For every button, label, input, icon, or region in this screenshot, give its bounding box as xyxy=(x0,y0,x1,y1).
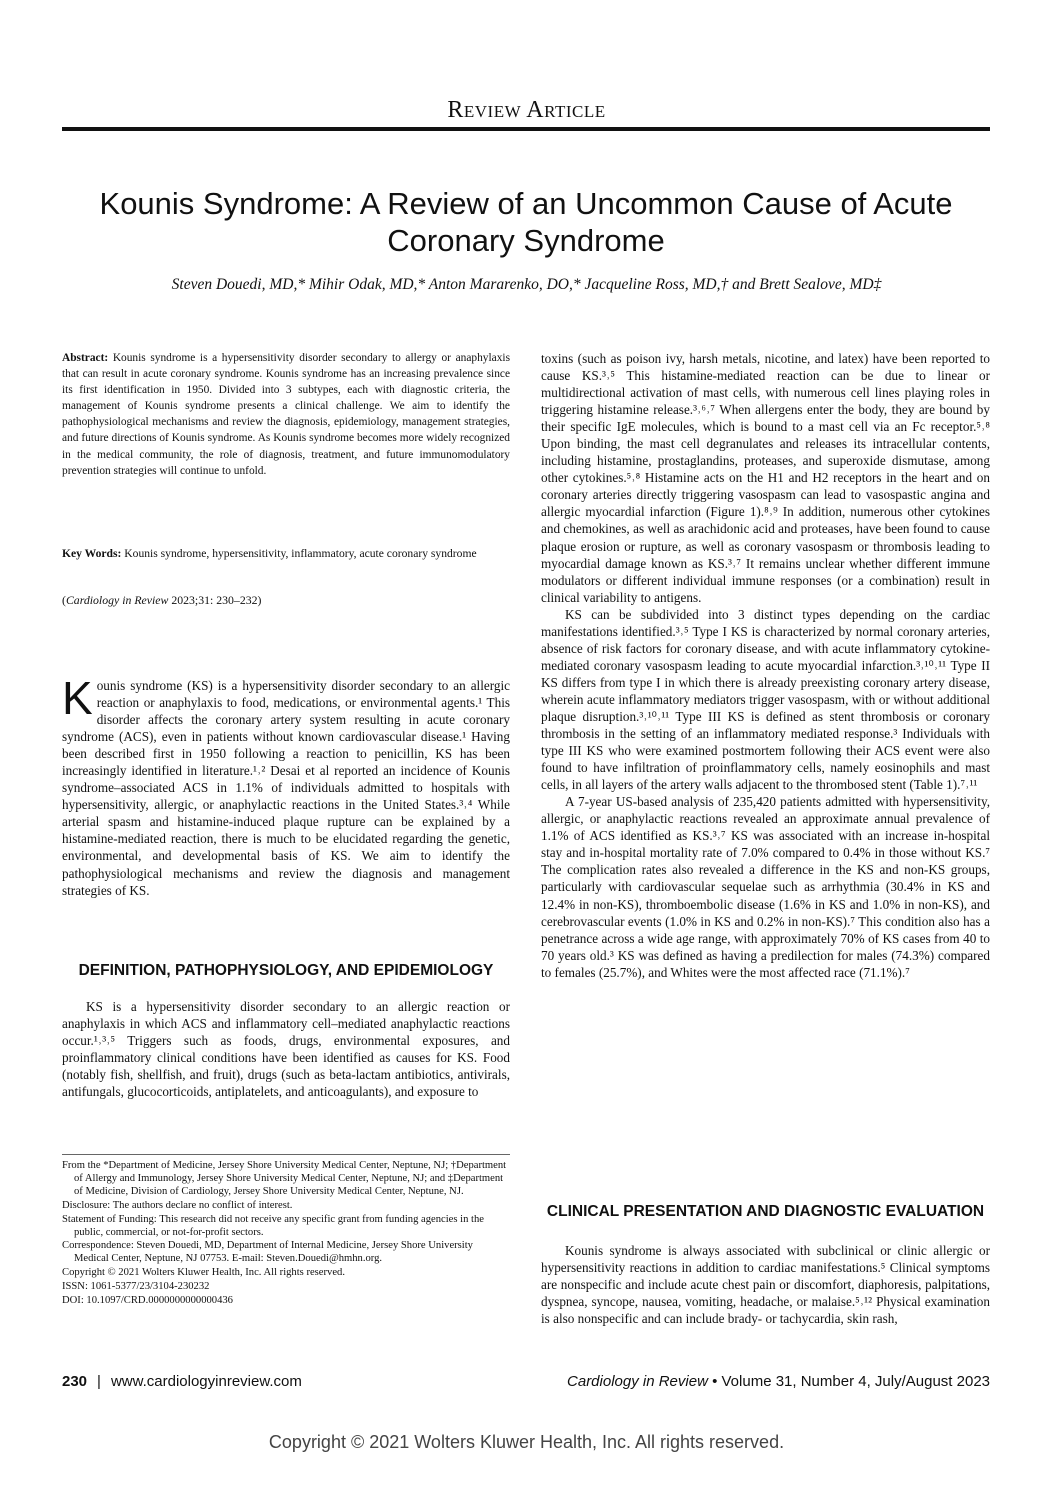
intro-text: ounis syndrome (KS) is a hypersensitivity disorder secondary to an allergic reaction or anaphylaxis to food, medications, or environmental agents.¹ This disorder affects the coronary artery system resulting in acute coronary syndrome (ACS), even in patients without known cardiovascular disease.¹ Having been described first in 1950 following a reaction to penicillin, KS has been increasingly identified in literature.¹˒² Desai et al reported an incidence of Kounis syndrome–associated ACS in 1.1% of individuals admitted to hospitals with hypersensitivity, allergic, or anaphylactic reactions in the United States.³˒⁴ While arterial spasm and histamine-induced plaque rupture can be explained by a histamine-mediated reaction, there is much to be elucidated regarding the genetic, environmental, and developmental basis of KS. We aim to identify the pathophysiological mechanisms and review the diagnosis and management strategies of KS. xyxy=(62,678,510,898)
footer-journal: Cardiology in Review xyxy=(567,1373,708,1390)
footnote-copyright: Copyright © 2021 Wolters Kluwer Health, Inc. All rights reserved. xyxy=(62,1267,345,1279)
footnote-funding: Statement of Funding: This research did not receive any specific grant from funding agencies in the public, commercial, or not-for-profit sectors. xyxy=(62,1213,484,1238)
clinical-paragraph: Kounis syndrome is always associated with subclinical or clinic allergic or hypersensitivity reactions in addition to cardiac manifestations.⁵ Clinical symptoms are nonspecific and include acute chest pain or discomfort, diaphoresis, palpitations, dyspnea, syncope, nausea, vomiting, headache, or malaise.⁵˒¹² Physical examination is also nonspecific and can include brady- or tachycardia, skin rash, xyxy=(541,1243,990,1327)
heading-clinical: CLINICAL PRESENTATION AND DIAGNOSTIC EVALUATION xyxy=(546,1203,985,1220)
keywords-label: Key Words: xyxy=(62,547,122,560)
footer-issue: • Volume 31, Number 4, July/August 2023 xyxy=(707,1373,990,1390)
drop-cap: K xyxy=(62,672,93,724)
introduction xyxy=(62,672,510,899)
section-label: Review Article xyxy=(447,97,606,123)
abstract-text: Kounis syndrome is a hypersensitivity disorder secondary to allergy or anaphylaxis that can result in acute coronary syndrome. Kounis syndrome has an increasing prevalence since its first identification in 1950. Divided into 3 subtypes, each with diagnostic criteria, the management of Kounis syndrome presents a clinical challenge. We aim to identify the pathophysiological mechanisms and review the diagnosis, epidemiology, management strategies, and future directions of Kounis syndrome. As Kounis syndrome becomes more widely recognized in the medical community, the role of diagnosis, treatment, and future immunomodulatory prevention strategies will continue to unfold. xyxy=(62,352,510,477)
footnote-disclosure: Disclosure: The authors declare no conflict of interest. xyxy=(62,1199,293,1211)
clinical-section xyxy=(541,1242,990,1327)
page-footer-right xyxy=(520,1373,990,1390)
page-footer-left xyxy=(62,1373,302,1390)
keywords xyxy=(62,546,510,562)
footnote-issn: ISSN: 1061-5377/23/3104-230232 xyxy=(62,1281,210,1293)
footnote-doi: DOI: 10.1097/CRD.0000000000000436 xyxy=(62,1295,233,1307)
paragraph-epidemiology: A 7-year US-based analysis of 235,420 patients admitted with hypersensitivity, allergic, or anaphylactic reactions revealed an approximate annual prevalence of 1.1% of ACS identified as KS.³˒⁷ KS was associated with an increase in-hospital stay and in-hospital mortality rate of 7.0% compared to 0.4% in those without KS.⁷ The complication rates also revealed a difference in the KS and non-KS groups, particularly with cardiovascular sequelae such as arrhythmia (30.4% in KS and 12.4% in non-KS), thromboembolic disease (1.6% in KS and 1.0% in non-KS), and cerebrovascular events (1.0% in KS and 0.2% in non-KS).⁷ This condition also has a penetrance across a wide age range, with approximately 70% of KS cases from 40 to 70 years old.³ KS was defined as having a predilection for males (74.3%) compared to females (25.7%), and Whites were the most affected race (71.1%).⁷ xyxy=(541,794,990,980)
article-title: Kounis Syndrome: A Review of an Uncommon Cause of Acute Coronary Syndrome xyxy=(99,186,953,258)
page-number: 230 xyxy=(62,1373,88,1390)
footer-separator: | xyxy=(97,1373,101,1390)
keywords-text: Kounis syndrome, hypersensitivity, inflammatory, acute coronary syndrome xyxy=(121,547,477,560)
paragraph-pathophysiology: toxins (such as poison ivy, harsh metals, nicotine, and latex) have been reported to cause KS.³˒⁵ This histamine-mediated reaction can be due to linear or multidirectional activation of mast cells, with numerous cell lines playing roles in triggering histamine release.³˒⁶˒⁷ When allergens enter the body, they are bound by their specific IgE molecules, which is bound to a mast cell via an Fc receptor.⁵˒⁸ Upon binding, the mast cell degranulates and releases its intracellular contents, including histamine, prostaglandins, proteases, and superoxide dismutase, among other cytokines.⁵˒⁸ Histamine acts on the H1 and H2 receptors in the heart and on coronary arteries directly triggering vasospasm can lead to vasospastic angina and allergic myocardial infarction (Figure 1).⁸˒⁹ In addition, numerous other cytokines and chemokines, as well as arachidonic acid and proteases, have been found to cause plaque erosion or rupture, as well as coronary vasospasm or thrombosis leading to myocardial damage known as KS.³˒⁷ It remains unclear whether different immune modulators or different individual immune responses (or a combination) result in clinical variability to antigens. xyxy=(541,351,990,605)
abstract-label: Abstract: xyxy=(62,352,109,364)
journal-website: www.cardiologyinreview.com xyxy=(110,1373,302,1390)
footnote-rule xyxy=(62,1154,510,1155)
copyright-watermark: Copyright © 2021 Wolters Kluwer Health, Inc. All rights reserved. xyxy=(268,1432,785,1452)
footnote-affiliations: From the *Department of Medicine, Jersey Shore University Medical Center, Neptune, NJ; †Department of Allergy and Immunology, Jersey Shore University Medical Center, Neptune, NJ; and ‡Department of Medicine, Division of Cardiology, Jersey Shore University Medical Center, Neptune, NJ. xyxy=(62,1160,507,1197)
footnote-correspondence: Correspondence: Steven Douedi, MD, Department of Internal Medicine, Jersey Shore University Medical Center, Neptune, NJ 07753. E-mail: Steven.Douedi@hmhn.org. xyxy=(62,1240,473,1265)
right-column-body xyxy=(541,350,990,981)
definition-paragraph: KS is a hypersensitivity disorder secondary to an allergic reaction or anaphylaxis in which ACS and inflammatory cell–mediated anaphylactic reactions occur.¹˒³˒⁵ Triggers such as foods, drugs, environmental exposures, and proinflammatory clinical conditions have been identified as causes for KS. Food (notably fish, shellfish, and fruit), drugs (such as beta-lactam antibiotics, antivirals, antifungals, glucocorticoids, antiplatelets, and anticoagulants), and exposure to xyxy=(62,999,510,1100)
citation-journal: Cardiology in Review xyxy=(65,593,169,607)
citation-details: 2023;31: 230–232) xyxy=(168,593,262,607)
definition-section xyxy=(62,998,510,1100)
author-list: Steven Douedi, MD,* Mihir Odak, MD,* Anton Mararenko, DO,* Jacqueline Ross, MD,† and Brett Sealove, MD‡ xyxy=(171,276,882,293)
citation: (Cardiology in Review 2023;31: 230–232) xyxy=(62,593,262,607)
heading-definition: DEFINITION, PATHOPHYSIOLOGY, AND EPIDEMIOLOGY xyxy=(78,962,494,979)
paragraph-types: KS can be subdivided into 3 distinct types depending on the cardiac manifestations identified.³˒⁵ Type I KS is characterized by normal coronary arteries, absence of risk factors for coronary disease, and with acute inflammatory cytokine-mediated coronary vasospasm leading to acute myocardial infarction.³˒¹⁰˒¹¹ Type II KS differs from type I in which there is already preexisting coronary artery disease, wherein acute inflammatory mediators trigger vasospasm, with or without additional plaque disruption.³˒¹⁰˒¹¹ Type III KS is defined as stent thrombosis or coronary thrombosis in the setting of an inflammatory mediated response.³ Individuals with type III KS who were examined postmortem following their ACS event were also found to have infiltration of proinflammatory cells, namely eosinophils and mast cells, in all layers of the artery walls adjacent to the thrombosed stent (Table 1).⁷˒¹¹ xyxy=(541,606,990,793)
header-rule xyxy=(62,127,990,131)
footnotes xyxy=(62,1160,510,1309)
abstract xyxy=(62,350,510,479)
